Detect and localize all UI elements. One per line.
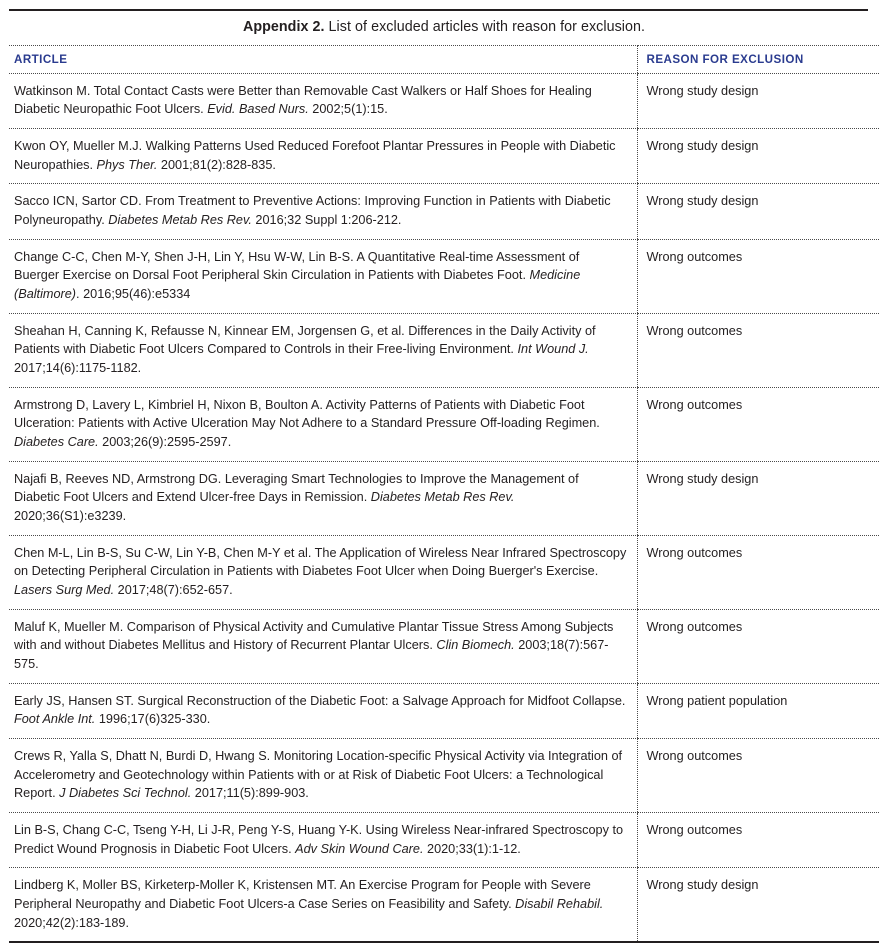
article-cell	[9, 609, 637, 683]
column-header-article: ARTICLE	[9, 45, 637, 73]
reason-cell	[637, 184, 879, 239]
article-title: Najafi B, Reeves ND, Armstrong DG. Leveraging Smart Technologies to Improve the Management of Diabetic Foot Ulcers and Extend Ulcer-free Days in Remission.	[14, 471, 579, 505]
journal-name: Diabetes Metab Res Rev.	[108, 212, 252, 227]
citation-details: 2020;42(2):183-189.	[14, 915, 129, 930]
reason-cell	[637, 313, 879, 387]
citation-details: 2002;5(1):15.	[308, 102, 388, 117]
table-row	[9, 387, 879, 461]
column-header-reason: REASON FOR EXCLUSION	[637, 45, 879, 73]
citation-details: 2020;36(S1):e3239.	[14, 509, 127, 523]
table-row	[9, 868, 879, 942]
reason-cell	[637, 609, 879, 683]
appendix-page	[0, 9, 888, 930]
article-title: Maluf K, Mueller M. Comparison of Physical Activity and Cumulative Plantar Tissue Stress Among Subjects with and without Diabetes Mellitus and History of Recurrent Plantar Ulcers.	[14, 619, 614, 653]
page-title	[9, 11, 879, 45]
reason-text: Wrong study design	[646, 878, 759, 893]
article-cell	[9, 387, 637, 461]
reason-text: Wrong outcomes	[646, 619, 743, 634]
article-title: Sacco ICN, Sartor CD. From Treatment to Preventive Actions: Improving Function in Patients with Diabetic Polyneuropathy.	[14, 194, 611, 227]
article-title: Sheahan H, Canning K, Refausse N, Kinnear EM, Jorgensen G, et al. Differences in the Daily Activity of Patients with Diabetic Foot Ulcers Compared to Controls in their Free-living Environment.	[14, 323, 596, 357]
article-cell	[9, 813, 637, 868]
reason-text: Wrong study design	[646, 83, 759, 98]
reason-text: Wrong outcomes	[646, 823, 743, 838]
article-cell	[9, 683, 637, 738]
reason-text: Wrong study design	[646, 194, 759, 209]
table-row	[9, 128, 879, 183]
article-cell	[9, 461, 637, 535]
article-title: Change C-C, Chen M-Y, Shen J-H, Lin Y, Hsu W-W, Lin B-S. A Quantitative Real-time Assessment of Buerger Exercise on Dorsal Foot Peripheral Skin Circulation in Patients with Diabetes Foot.	[14, 249, 580, 283]
reason-text: Wrong outcomes	[646, 249, 743, 264]
table-row	[9, 683, 879, 738]
reason-text: Wrong outcomes	[646, 749, 743, 764]
table-row	[9, 239, 879, 313]
journal-name: Phys Ther.	[96, 157, 158, 172]
reason-cell	[637, 73, 879, 128]
article-cell	[9, 313, 637, 387]
table-row	[9, 461, 879, 535]
citation-details: 2020;33(1):1-12.	[423, 841, 521, 856]
article-cell	[9, 128, 637, 183]
article-title: Early JS, Hansen ST. Surgical Reconstruction of the Diabetic Foot: a Salvage Approach for Midfoot Collapse.	[14, 693, 626, 708]
reason-text: Wrong study design	[646, 138, 759, 153]
article-cell	[9, 868, 637, 942]
reason-cell	[637, 683, 879, 738]
table-body	[9, 73, 879, 941]
article-title: Lin B-S, Chang C-C, Tseng Y-H, Li J-R, Peng Y-S, Huang Y-K. Using Wireless Near-infrared Spectroscopy to Predict Wound Prognosis in Diabetic Foot Ulcers.	[14, 823, 624, 856]
article-title: Kwon OY, Mueller M.J. Walking Patterns Used Reduced Forefoot Plantar Pressures in People with Diabetic Neuropathies.	[14, 138, 616, 172]
citation-details: 2016;32 Suppl 1:206-212.	[251, 212, 402, 227]
journal-name: Clin Biomech.	[436, 638, 515, 653]
table-row	[9, 73, 879, 128]
article-title: Armstrong D, Lavery L, Kimbriel H, Nixon B, Boulton A. Activity Patterns of Patients with Diabetic Foot Ulceration: Patients with Active Ulceration May Not Adhere to a Standard Pressure Off-loading Regimen.	[14, 397, 600, 431]
citation-details: . 2016;95(46):e5334	[76, 286, 191, 301]
citation-details: 2001;81(2):828-835.	[157, 157, 276, 172]
table-row	[9, 313, 879, 387]
journal-name: Diabetes Care.	[14, 434, 99, 449]
citation-details: 2003;18(7):567-575.	[14, 638, 609, 672]
journal-name: Disabil Rehabil.	[515, 897, 604, 912]
reason-cell	[637, 239, 879, 313]
article-title: Watkinson M. Total Contact Casts were Better than Removable Cast Walkers or Half Shoes for Healing Diabetic Neuropathic Foot Ulcers.	[14, 83, 592, 117]
citation-details: 2017;14(6):1175-1182.	[14, 360, 142, 375]
citation-details: 1996;17(6)325-330.	[95, 712, 211, 727]
caption-rest: List of excluded articles with reason for exclusion.	[324, 19, 646, 35]
article-cell	[9, 739, 637, 813]
article-cell	[9, 184, 637, 239]
table-row	[9, 184, 879, 239]
reason-text: Wrong study design	[646, 471, 759, 486]
journal-name: Adv Skin Wound Care.	[295, 841, 424, 856]
reason-cell	[637, 387, 879, 461]
journal-name: Foot Ankle Int.	[14, 712, 96, 727]
article-title: Lindberg K, Moller BS, Kirketerp-Moller K, Kristensen MT. An Exercise Program for People with Severe Peripheral Neuropathy and Diabetic Foot Ulcers-a Case Series on Feasibility and Safety.	[14, 878, 591, 912]
journal-name: Medicine (Baltimore)	[14, 268, 581, 301]
citation-details: 2003;26(9):2595-2597.	[98, 434, 232, 449]
table-header	[9, 45, 879, 73]
table-header-row	[9, 45, 879, 73]
table-row	[9, 739, 879, 813]
reason-cell	[637, 128, 879, 183]
journal-name: Lasers Surg Med.	[14, 583, 115, 598]
article-title: Crews R, Yalla S, Dhatt N, Burdi D, Hwang S. Monitoring Location-specific Physical Activity via Integration of Accelerometry and Geotechnology within Patients with or at Risk of Diabetic Foot Ulcers: a Technological Report.	[14, 749, 623, 801]
reason-cell	[637, 461, 879, 535]
article-cell	[9, 239, 637, 313]
reason-text: Wrong outcomes	[646, 323, 743, 338]
reason-text: Wrong outcomes	[646, 397, 743, 412]
article-title: Chen M-L, Lin B-S, Su C-W, Lin Y-B, Chen M-Y et al. The Application of Wireless Near Infrared Spectroscopy on Detecting Peripheral Circulation in Patients with Diabetes Foot Ulcer when Doing Buerger's Exercise.	[14, 545, 627, 579]
journal-name: Int Wound J.	[517, 342, 589, 357]
reason-text: Wrong outcomes	[646, 545, 743, 560]
table-row	[9, 609, 879, 683]
reason-cell	[637, 813, 879, 868]
reason-cell	[637, 868, 879, 942]
table-row	[9, 813, 879, 868]
reason-cell	[637, 535, 879, 609]
table-row	[9, 535, 879, 609]
reason-cell	[637, 739, 879, 813]
citation-details: 2017;48(7):652-657.	[114, 583, 233, 598]
journal-name: J Diabetes Sci Technol.	[59, 786, 192, 801]
excluded-articles-table	[9, 45, 879, 942]
journal-name: Diabetes Metab Res Rev.	[370, 490, 515, 505]
reason-text: Wrong patient population	[646, 693, 788, 708]
article-cell	[9, 73, 637, 128]
article-cell	[9, 535, 637, 609]
citation-details: 2017;11(5):899-903.	[191, 786, 309, 801]
journal-name: Evid. Based Nurs.	[207, 102, 309, 117]
caption-lead: Appendix 2.	[242, 19, 325, 35]
